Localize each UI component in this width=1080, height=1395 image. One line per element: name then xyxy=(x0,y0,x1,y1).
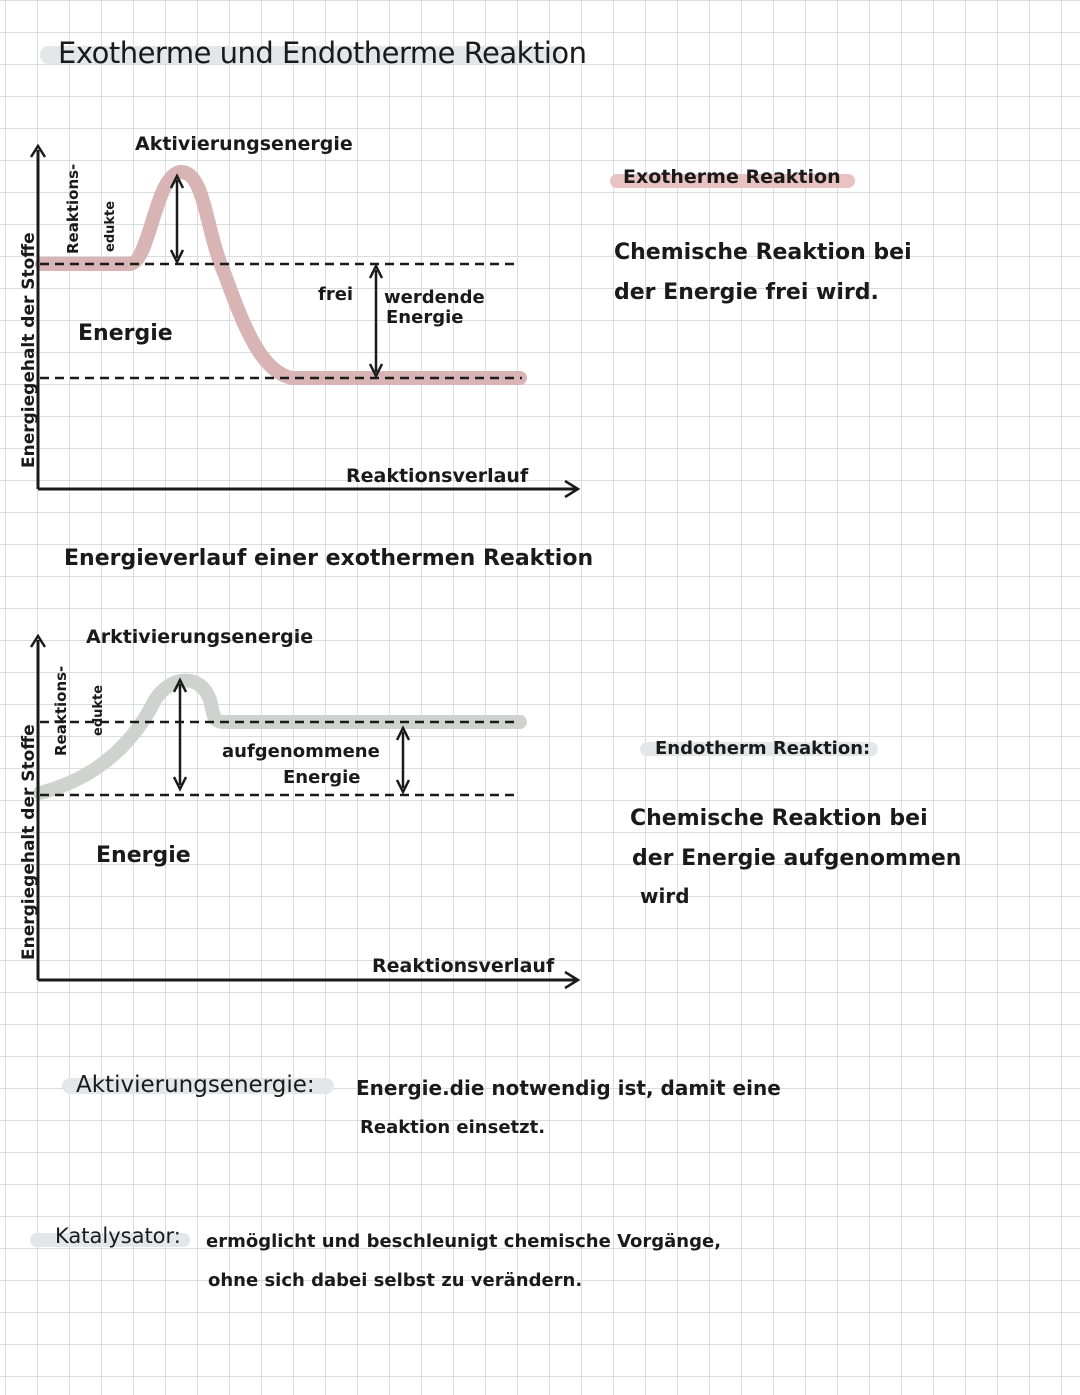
endo-note-line3: wird xyxy=(640,884,690,908)
activation-term: Aktivierungsenergie: xyxy=(76,1072,315,1098)
exo-activation-label: Aktivierungsenergie xyxy=(135,133,353,155)
exo-caption: Energieverlauf einer exothermen Reaktion xyxy=(64,546,594,571)
exo-energy-label: Energie xyxy=(78,321,173,346)
endo-energy-label: Energie xyxy=(96,843,191,868)
endo-y-axis-label: Energiegehalt der Stoffe xyxy=(19,724,39,960)
page-title: Exotherme und Endotherme Reaktion xyxy=(58,36,587,70)
catalyst-definition-1: ermöglicht und beschleunigt chemische Vorgänge, xyxy=(206,1231,722,1252)
endo-absorbed-label-2: Energie xyxy=(283,767,361,788)
exo-x-axis-label: Reaktionsverlauf xyxy=(346,465,529,487)
endo-note-heading: Endotherm Reaktion: xyxy=(655,738,871,759)
exo-edukte-label-2: edukte xyxy=(103,200,118,252)
endo-edukte-label-2: edukte xyxy=(91,684,106,736)
exo-note-heading: Exotherme Reaktion xyxy=(623,166,841,188)
catalyst-term: Katalysator: xyxy=(55,1224,181,1248)
exo-edukte-label-1: Reaktions- xyxy=(64,163,82,254)
exo-note-line2: der Energie frei wird. xyxy=(614,280,879,305)
endo-note-line2: der Energie aufgenommen xyxy=(632,846,962,871)
endo-note-line1: Chemische Reaktion bei xyxy=(630,806,928,831)
exo-y-axis-label: Energiegehalt der Stoffe xyxy=(19,232,39,468)
endo-absorbed-label-1: aufgenommene xyxy=(222,741,380,762)
endo-edukte-label-1: Reaktions- xyxy=(52,665,70,756)
catalyst-definition-2: ohne sich dabei selbst zu verändern. xyxy=(208,1270,583,1291)
endo-energy-curve xyxy=(40,680,520,793)
activation-definition-1: Energie.die notwendig ist, damit eine xyxy=(356,1076,781,1100)
exo-note-line1: Chemische Reaktion bei xyxy=(614,240,912,265)
endo-x-axis-label: Reaktionsverlauf xyxy=(372,955,555,977)
endo-activation-label: Arktivierungsenergie xyxy=(86,626,314,648)
exo-released-label-3: Energie xyxy=(386,307,464,328)
exo-released-label-1: frei xyxy=(318,284,354,305)
exo-released-label-2: werdende xyxy=(384,287,485,308)
activation-definition-2: Reaktion einsetzt. xyxy=(360,1117,546,1138)
